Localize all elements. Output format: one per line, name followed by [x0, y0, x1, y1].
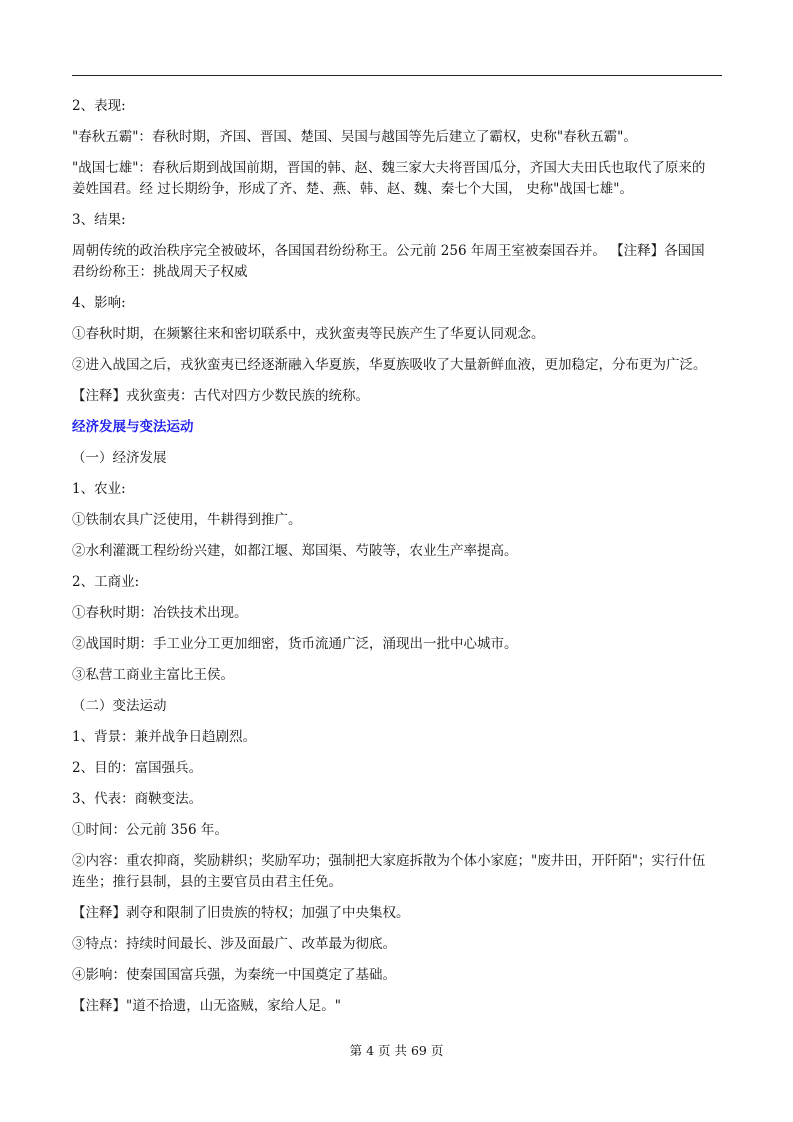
document-body: [72, 96, 732, 1027]
text-line: ②内容：重农抑商，奖励耕织；奖励军功；强制把大家庭拆散为个体小家庭；"废井田，开阡陌"；实行什伍: [72, 853, 706, 869]
text-line: 4、影响:: [72, 295, 126, 311]
text-line: 周朝传统的政治秩序完全被破坏，各国国君纷纷称王。公元前 256 年周王室被秦国吞并。 【注释】各国国: [72, 243, 705, 259]
text-line: ②水利灌溉工程纷纷兴建，如都江堰、郑国渠、芍陂等，农业生产率提高。: [72, 543, 518, 559]
paragraph: [72, 293, 732, 314]
text-line: ①春秋时期，在频繁往来和密切联系中，戎狄蛮夷等民族产生了华夏认同观念。: [72, 326, 545, 342]
text-line: 1、背景：兼并战争日趋剧烈。: [72, 729, 257, 745]
paragraph: [72, 789, 732, 810]
section-heading: [72, 417, 732, 438]
text-line: 3、代表：商鞅变法。: [72, 791, 203, 807]
paragraph: [72, 210, 732, 231]
paragraph: [72, 903, 732, 924]
text-line: ③特点：持续时间最长、涉及面最广、改革最为彻底。: [72, 936, 396, 952]
paragraph: [72, 448, 732, 469]
text-line: 3、结果:: [72, 212, 126, 228]
paragraph: [72, 541, 732, 562]
paragraph: [72, 996, 732, 1017]
text-line: 2、表现:: [72, 98, 126, 114]
paragraph: [72, 479, 732, 500]
paragraph: [72, 727, 732, 748]
paragraph: [72, 603, 732, 624]
text-line: （二）变法运动: [72, 698, 167, 714]
paragraph: [72, 386, 732, 407]
paragraph: [72, 96, 732, 117]
text-line: 【注释】剥夺和限制了旧贵族的特权；加强了中央集权。: [72, 905, 410, 921]
text-line: "战国七雄"：春秋后期到战国前期，晋国的韩、赵、魏三家大夫将晋国瓜分，齐国大夫田氏也取代了原来的: [72, 160, 706, 176]
text-line: ①时间：公元前 356 年。: [72, 822, 228, 838]
text-line: 2、工商业:: [72, 574, 140, 590]
paragraph: [72, 324, 732, 345]
paragraph: [72, 665, 732, 686]
text-line: 经济发展与变法运动: [72, 419, 194, 435]
paragraph: [72, 934, 732, 955]
text-line: ②战国时期：手工业分工更加细密，货币流通广泛，涌现出一批中心城市。: [72, 636, 518, 652]
text-line: 姜姓国君。经 过长期纷争，形成了齐、楚、燕、韩、赵、魏、秦七个大国， 史称"战国七雄"。: [72, 181, 634, 197]
paragraph: [72, 634, 732, 655]
text-line: ①铁制农具广泛使用，牛耕得到推广。: [72, 512, 302, 528]
paragraph: [72, 965, 732, 986]
text-line: 【注释】戎狄蛮夷：古代对四方少数民族的统称。: [72, 388, 369, 404]
text-line: 连坐；推行县制，县的主要官员由君主任免。: [72, 874, 342, 890]
paragraph: [72, 127, 732, 148]
paragraph: [72, 820, 732, 841]
text-line: 2、目的：富国强兵。: [72, 760, 203, 776]
text-line: ②进入战国之后，戎狄蛮夷已经逐渐融入华夏族，华夏族吸收了大量新鲜血液，更加稳定，分布更为广泛。: [72, 357, 707, 373]
text-line: 1、农业:: [72, 481, 126, 497]
paragraph: [72, 510, 732, 531]
text-line: 【注释】"道不拾遗，山无盗贼，家给人足。": [72, 998, 341, 1014]
page-footer: 第 4 页 共 69 页: [349, 1043, 444, 1058]
paragraph: [72, 355, 732, 376]
paragraph: [72, 158, 732, 200]
text-line: （一）经济发展: [72, 450, 167, 466]
text-line: ③私营工商业主富比王侯。: [72, 667, 234, 683]
text-line: ④影响：使秦国国富兵强，为秦统一中国奠定了基础。: [72, 967, 396, 983]
text-line: 君纷纷称王：挑战周天子权威: [72, 264, 248, 280]
paragraph: [72, 851, 732, 893]
paragraph: [72, 696, 732, 717]
paragraph: [72, 758, 732, 779]
paragraph: [72, 572, 732, 593]
text-line: ①春秋时期：冶铁技术出现。: [72, 605, 248, 621]
text-line: "春秋五霸"：春秋时期，齐国、晋国、楚国、吴国与越国等先后建立了霸权，史称"春秋五霸"。: [72, 129, 637, 145]
header-rule: [72, 75, 722, 76]
paragraph: [72, 241, 732, 283]
